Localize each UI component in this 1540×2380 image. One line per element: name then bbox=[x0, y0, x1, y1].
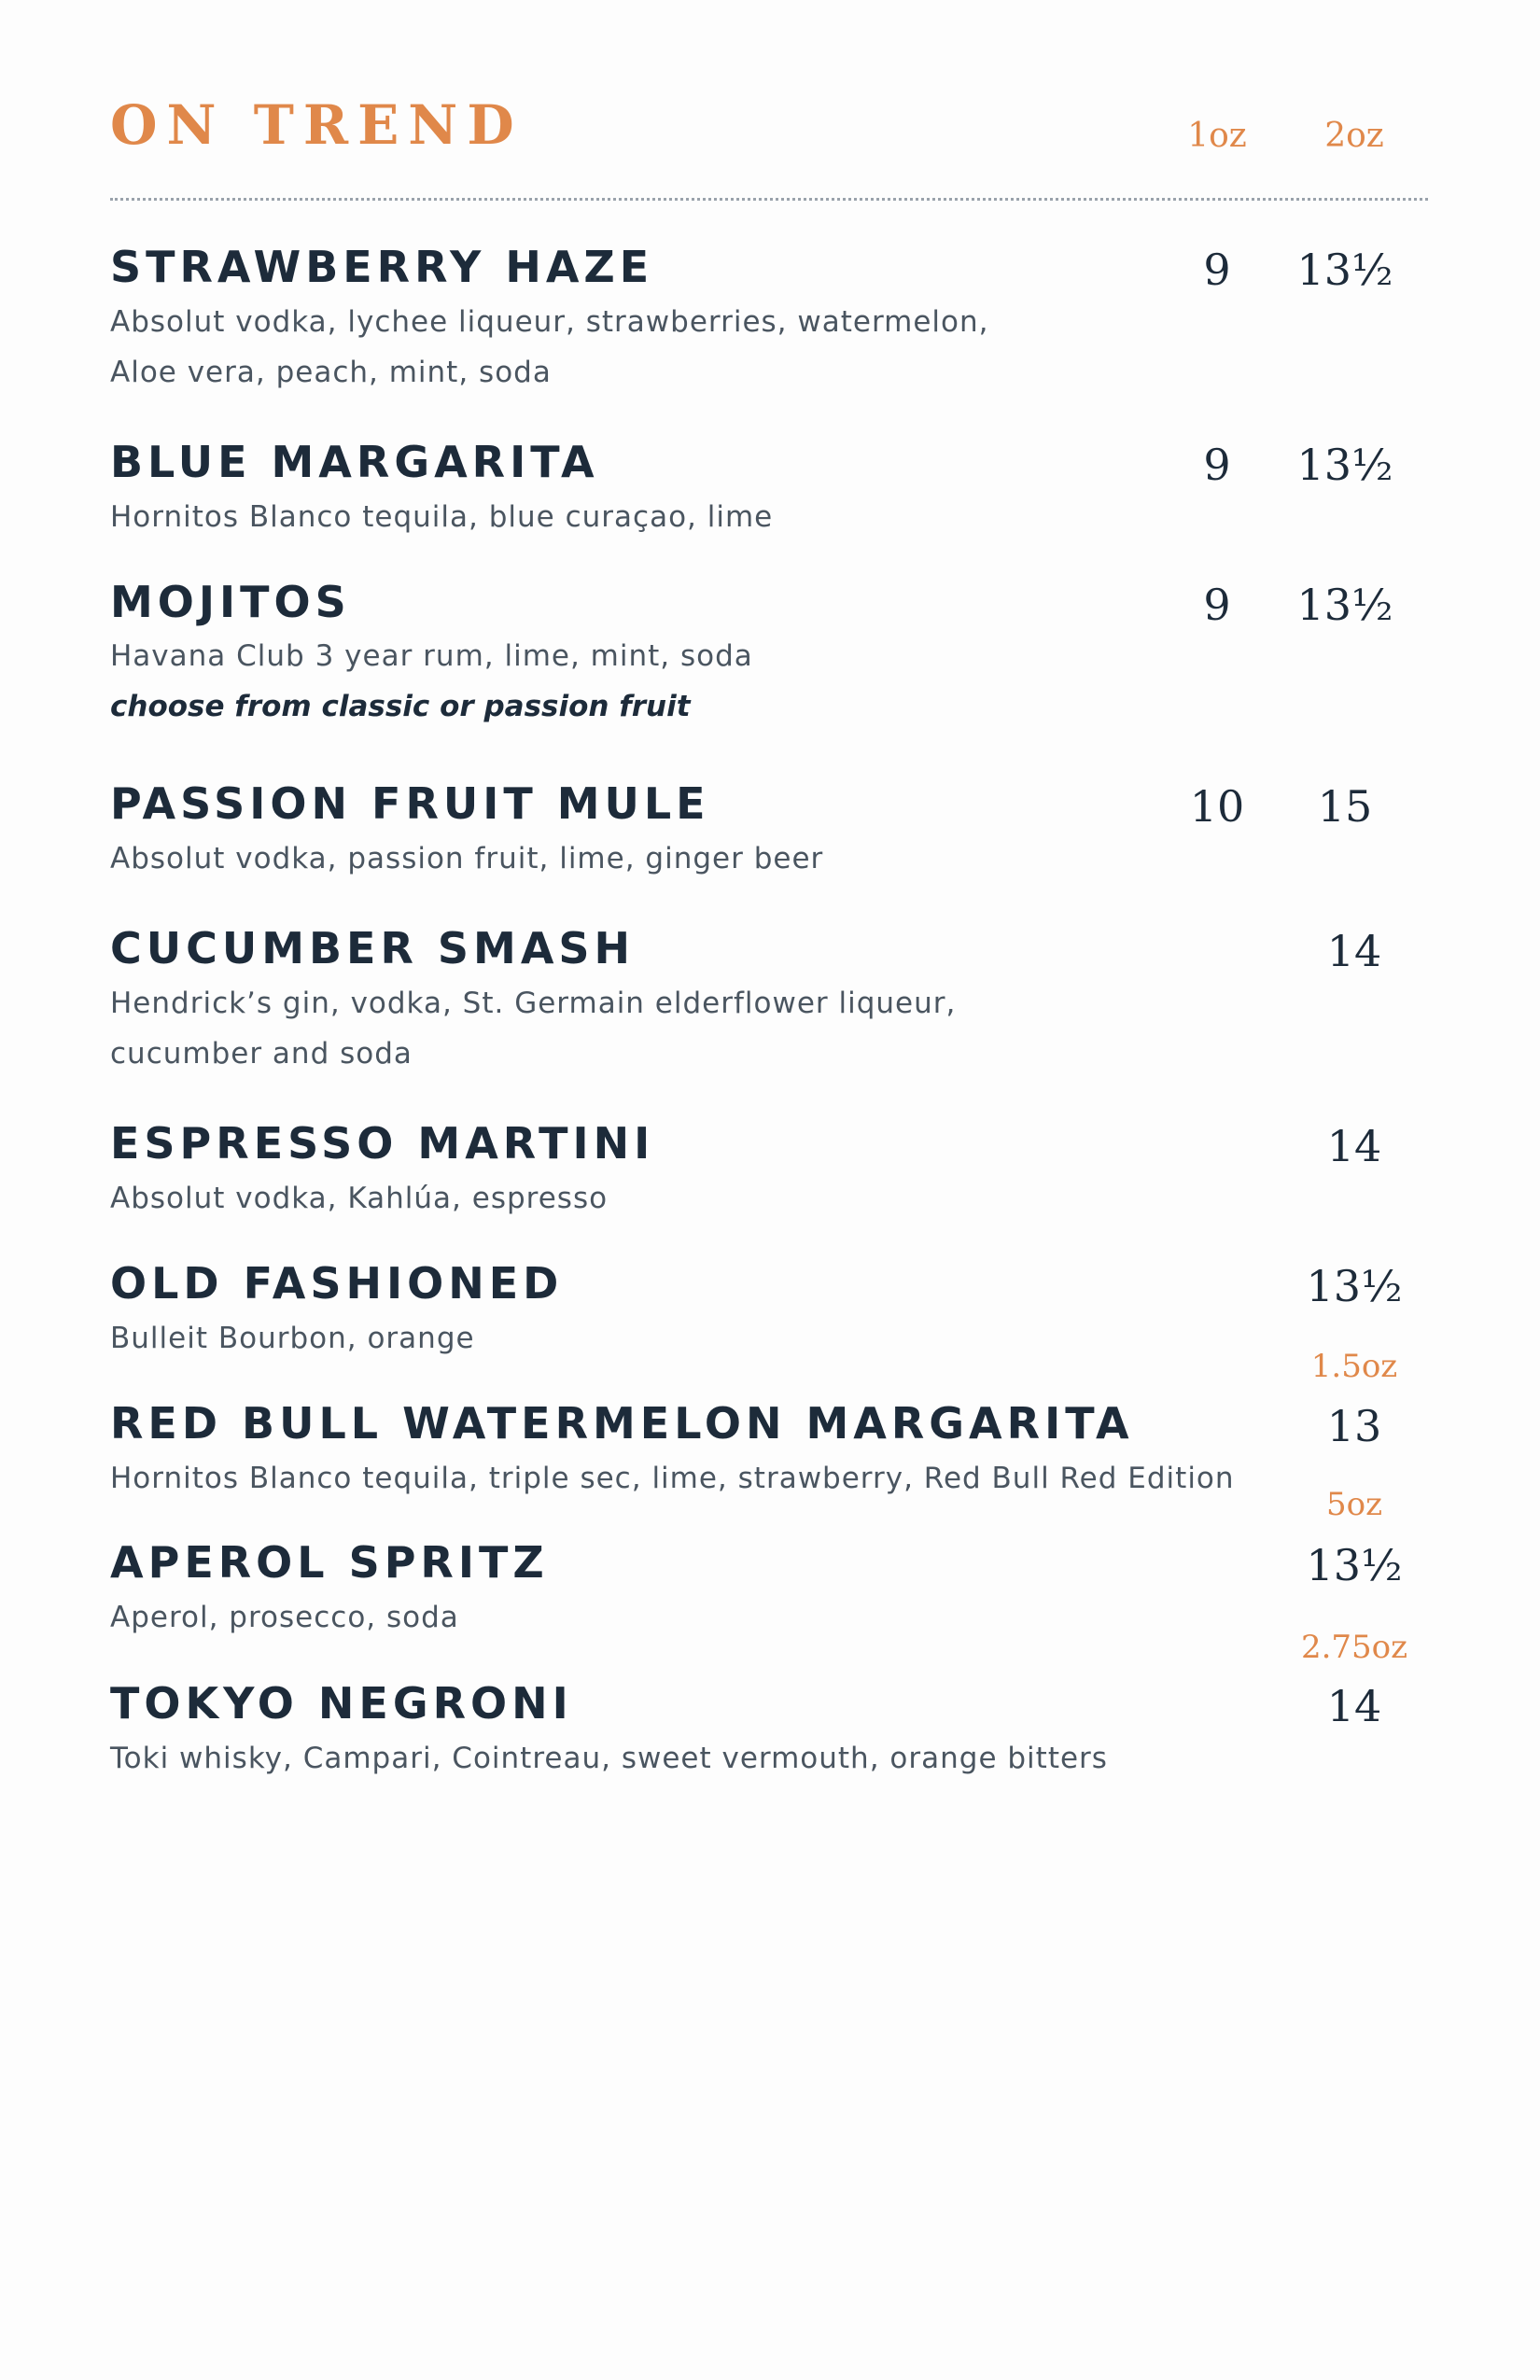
price: 14 bbox=[1326, 926, 1382, 976]
price-2oz: 13½ bbox=[1296, 440, 1393, 490]
price-2oz: 13½ bbox=[1296, 245, 1393, 295]
item-description: Aloe vera, peach, mint, soda bbox=[110, 356, 552, 389]
item-description: Havana Club 3 year rum, lime, mint, soda bbox=[110, 639, 753, 673]
item-description: Hendrick’s gin, vodka, St. Germain elderflower liqueur, bbox=[110, 987, 957, 1020]
item-note: choose from classic or passion fruit bbox=[110, 690, 691, 723]
size-note: 1.5oz bbox=[1310, 1348, 1398, 1385]
size-note: 5oz bbox=[1325, 1486, 1383, 1523]
item-name: PASSION FRUIT MULE bbox=[110, 778, 710, 829]
price: 14 bbox=[1326, 1681, 1382, 1731]
item-description: Toki whisky, Campari, Cointreau, sweet vermouth, orange bitters bbox=[110, 1742, 1108, 1775]
item-name: MOJITOS bbox=[110, 577, 351, 627]
item-description: cucumber and soda bbox=[110, 1037, 413, 1071]
item-description: Aperol, prosecco, soda bbox=[110, 1601, 459, 1634]
price-2oz: 15 bbox=[1317, 781, 1373, 832]
item-description: Hornitos Blanco tequila, blue curaçao, lime bbox=[110, 500, 774, 534]
section-title: ON TREND bbox=[110, 93, 524, 157]
item-name: APEROL SPRITZ bbox=[110, 1537, 549, 1588]
price: 13½ bbox=[1306, 1261, 1403, 1311]
item-name: TOKYO NEGRONI bbox=[110, 1678, 573, 1729]
price: 13½ bbox=[1306, 1540, 1403, 1590]
item-description: Hornitos Blanco tequila, triple sec, lime, strawberry, Red Bull Red Edition bbox=[110, 1462, 1235, 1495]
item-description: Absolut vodka, Kahlúa, espresso bbox=[110, 1182, 609, 1215]
title-divider bbox=[110, 198, 1428, 201]
item-name: BLUE MARGARITA bbox=[110, 437, 599, 487]
price-1oz: 9 bbox=[1203, 440, 1231, 490]
price: 14 bbox=[1326, 1121, 1382, 1171]
price: 13 bbox=[1326, 1401, 1382, 1451]
item-name: ESPRESSO MARTINI bbox=[110, 1118, 655, 1169]
size-note: 2.75oz bbox=[1300, 1629, 1408, 1666]
price-1oz: 9 bbox=[1203, 580, 1231, 630]
item-description: Absolut vodka, passion fruit, lime, ginger beer bbox=[110, 842, 824, 875]
size-header-2oz: 2oz bbox=[1324, 117, 1384, 155]
item-name: CUCUMBER SMASH bbox=[110, 923, 636, 973]
price-1oz: 10 bbox=[1189, 781, 1245, 832]
size-header-1oz: 1oz bbox=[1187, 117, 1247, 155]
price-2oz: 13½ bbox=[1296, 580, 1393, 630]
item-name: RED BULL WATERMELON MARGARITA bbox=[110, 1398, 1134, 1449]
item-name: OLD FASHIONED bbox=[110, 1258, 564, 1309]
item-name: STRAWBERRY HAZE bbox=[110, 242, 654, 292]
item-description: Absolut vodka, lychee liqueur, strawberries, watermelon, bbox=[110, 305, 989, 339]
item-description: Bulleit Bourbon, orange bbox=[110, 1322, 475, 1355]
price-1oz: 9 bbox=[1203, 245, 1231, 295]
